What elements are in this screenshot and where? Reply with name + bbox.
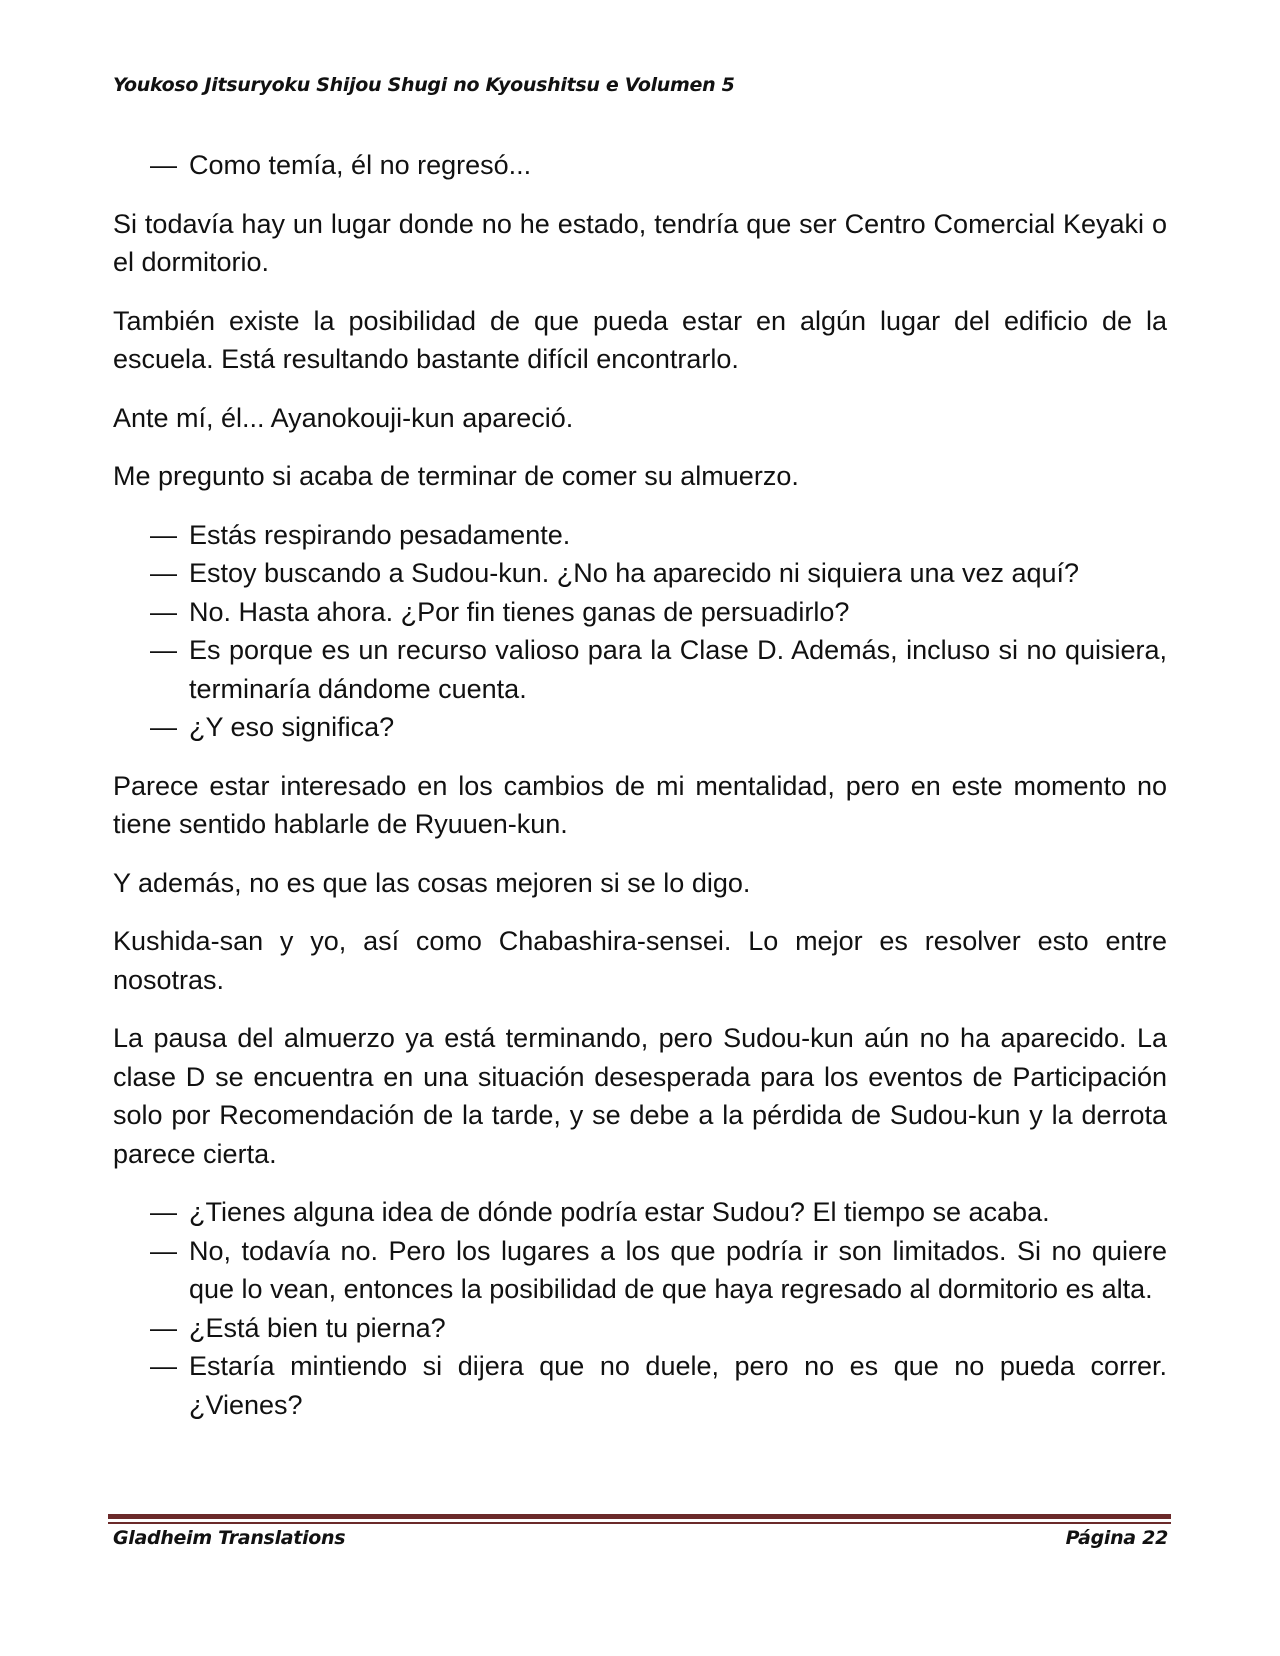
dialogue-dash: —: [150, 558, 177, 588]
dialogue-line: [113, 1193, 1167, 1232]
dialogue-dash: —: [150, 1197, 177, 1227]
paragraph: Kushida-san y yo, así como Chabashira-sensei. Lo mejor es resolver esto entre nosotras.: [113, 926, 1167, 995]
dialogue-text: ¿Y eso significa?: [189, 712, 395, 742]
paragraph: Me pregunto si acaba de terminar de comer su almuerzo.: [113, 461, 799, 491]
dialogue-dash: —: [150, 1351, 177, 1381]
dialogue-text: Es porque es un recurso valioso para la Clase D. Además, incluso si no quisiera, terminaría dándome cuenta.: [189, 635, 1167, 704]
dialogue-text: Estaría mintiendo si dijera que no duele, pero no es que no pueda correr. ¿Vienes?: [189, 1351, 1167, 1420]
dialogue-line: [113, 631, 1167, 708]
paragraph: La pausa del almuerzo ya está terminando, pero Sudou-kun aún no ha aparecido. La clase D se encuentra en una situación desesperada para los eventos de Participación solo por Recomendación de la tarde, y se debe a la pérdida de Sudou-kun y la derrota parece cierta.: [113, 1023, 1167, 1169]
page-body: [113, 146, 1167, 1444]
dialogue-line: [113, 146, 1167, 185]
dialogue-line: [113, 1309, 1167, 1348]
dialogue-line: [113, 593, 1167, 632]
running-header-title: Youkoso Jitsuryoku Shijou Shugi no Kyoushitsu e Volumen 5: [113, 74, 735, 96]
dialogue-dash: —: [150, 712, 177, 742]
dialogue-block: [113, 1193, 1167, 1424]
dialogue-dash: —: [150, 1235, 177, 1266]
dialogue-dash: —: [150, 150, 177, 180]
dialogue-line: [113, 516, 1167, 555]
dialogue-text: No, todavía no. Pero los lugares a los que podría ir son limitados. Si no quiere que lo vean, entonces la posibilidad de que haya regresado al dormitorio es alta.: [189, 1235, 1167, 1304]
paragraph: Y además, no es que las cosas mejoren si se lo digo.: [113, 867, 751, 898]
dialogue-line: [113, 1232, 1167, 1309]
dialogue-text: No. Hasta ahora. ¿Por fin tienes ganas de persuadirlo?: [189, 596, 850, 627]
dialogue-text: Estoy buscando a Sudou-kun. ¿No ha aparecido ni siquiera una vez aquí?: [189, 558, 1080, 588]
dialogue-dash: —: [150, 1312, 177, 1343]
paragraph: Si todavía hay un lugar donde no he estado, tendría que ser Centro Comercial Keyaki o el dormitorio.: [113, 208, 1167, 277]
page-number: Página 22: [1065, 1527, 1168, 1549]
dialogue-dash: —: [150, 596, 177, 627]
dialogue-block: [113, 146, 1167, 185]
dialogue-line: [113, 554, 1167, 593]
dialogue-line: [113, 1347, 1167, 1424]
footer-divider-thin: [108, 1522, 1171, 1524]
footer-divider-thick: [108, 1514, 1171, 1519]
paragraph: Parece estar interesado en los cambios de mi mentalidad, pero en este momento no tiene sentido hablarle de Ryuuen-kun.: [113, 770, 1167, 839]
dialogue-text: ¿Tienes alguna idea de dónde podría estar Sudou? El tiempo se acaba.: [189, 1197, 1050, 1227]
footer-credit: Gladheim Translations: [113, 1527, 346, 1549]
dialogue-dash: —: [150, 635, 177, 665]
dialogue-text: ¿Está bien tu pierna?: [189, 1312, 446, 1343]
dialogue-text: Estás respirando pesadamente.: [189, 519, 571, 550]
dialogue-text: Como temía, él no regresó...: [189, 150, 532, 180]
dialogue-dash: —: [150, 519, 177, 550]
dialogue-block: [113, 516, 1167, 747]
dialogue-line: [113, 708, 1167, 747]
paragraph: Ante mí, él... Ayanokouji-kun apareció.: [113, 402, 574, 433]
paragraph: También existe la posibilidad de que pueda estar en algún lugar del edificio de la escuela. Está resultando bastante difícil encontrarlo.: [113, 305, 1167, 374]
